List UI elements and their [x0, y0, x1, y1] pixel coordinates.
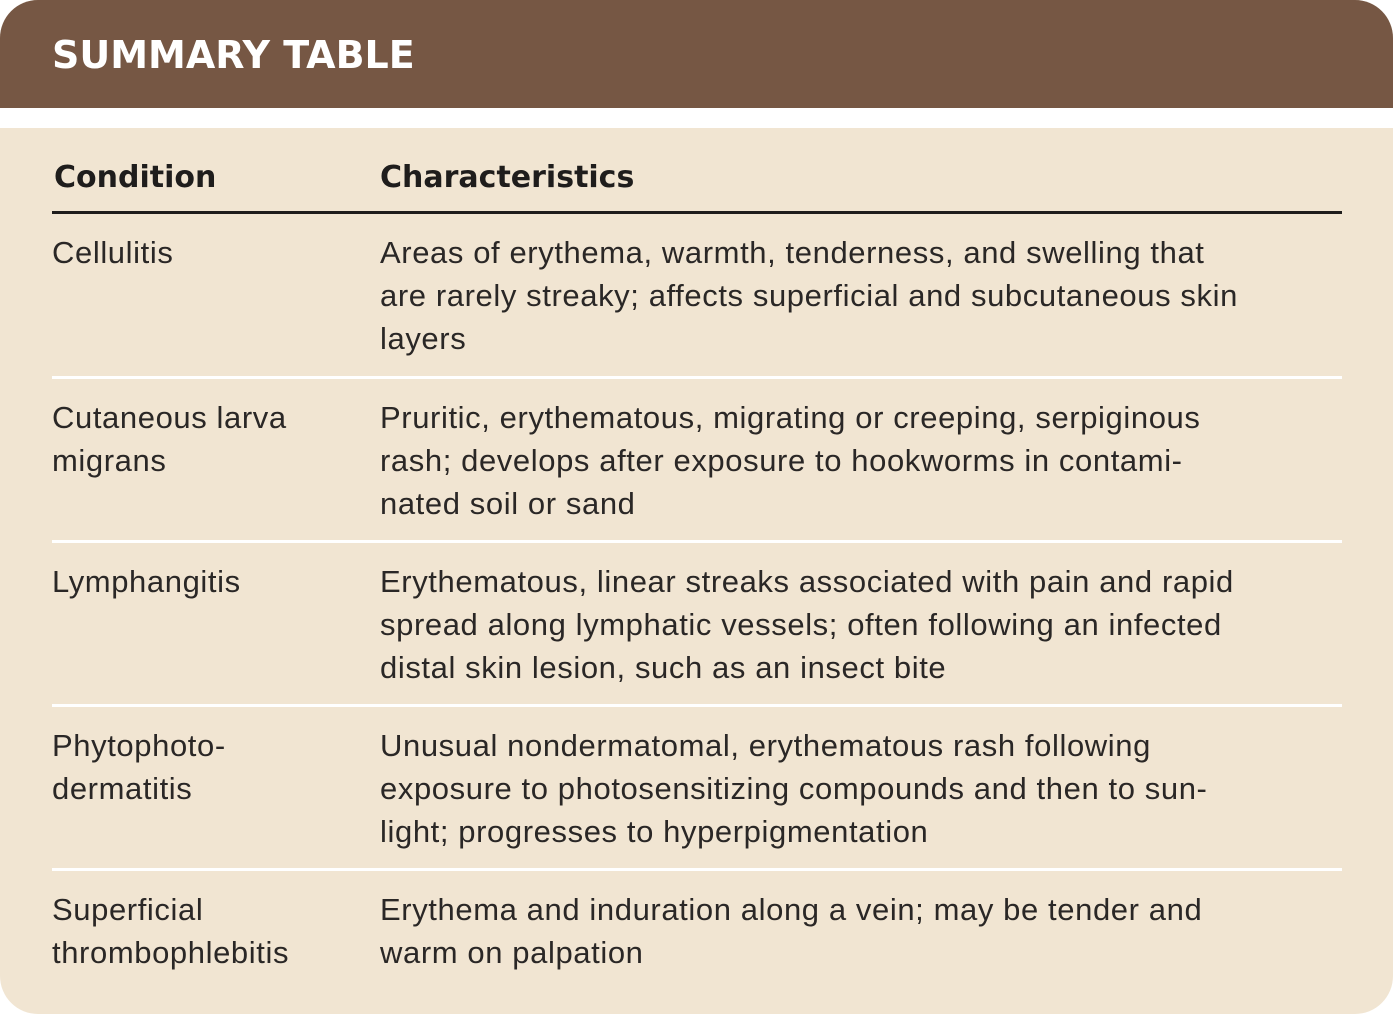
condition-text: Superficial [52, 892, 204, 927]
characteristics-cell [380, 888, 1342, 1001]
column-header-characteristics: Characteristics [380, 160, 635, 195]
summary-table [52, 128, 1342, 1001]
table-row [52, 707, 1342, 871]
table-row [52, 543, 1342, 707]
condition-text: dermatitis [52, 771, 193, 806]
characteristics-cell [380, 724, 1342, 868]
header-divider [0, 108, 1393, 128]
characteristics-text: Areas of erythema, warmth, tenderness, and swelling that [380, 235, 1205, 270]
column-header-condition: Condition [54, 160, 217, 195]
condition-text: Cellulitis [52, 235, 174, 270]
condition-text: Phytophoto- [52, 728, 226, 763]
characteristics-text: Pruritic, erythematous, migrating or creeping, serpiginous [380, 400, 1201, 435]
condition-cell [52, 231, 380, 376]
condition-text: Cutaneous larva [52, 400, 287, 435]
characteristics-text: layers [380, 321, 467, 356]
condition-cell [52, 560, 380, 704]
table-header-row [52, 128, 1342, 214]
characteristics-text: warm on palpation [380, 935, 644, 970]
characteristics-text: rash; develops after exposure to hookworms in contami- [380, 443, 1183, 478]
characteristics-text: Erythematous, linear streaks associated with pain and rapid [380, 564, 1234, 599]
characteristics-text: nated soil or sand [380, 486, 636, 521]
characteristics-text: are rarely streaky; affects superficial and subcutaneous skin [380, 278, 1238, 313]
characteristics-cell [380, 396, 1342, 540]
condition-cell [52, 724, 380, 868]
characteristics-text: light; progresses to hyperpigmentation [380, 814, 929, 849]
characteristics-cell [380, 560, 1342, 704]
header-bar [0, 0, 1393, 108]
condition-text: Lymphangitis [52, 564, 241, 599]
characteristics-text: Unusual nondermatomal, erythematous rash following [380, 728, 1151, 763]
condition-cell [52, 888, 380, 1001]
table-title: SUMMARY TABLE [52, 33, 415, 77]
characteristics-text: distal skin lesion, such as an insect bite [380, 650, 947, 685]
condition-text: migrans [52, 443, 167, 478]
table-row [52, 214, 1342, 379]
condition-cell [52, 396, 380, 540]
characteristics-text: spread along lymphatic vessels; often following an infected [380, 607, 1222, 642]
condition-text: thrombophlebitis [52, 935, 290, 970]
characteristics-cell [380, 231, 1342, 376]
characteristics-text: exposure to photosensitizing compounds and then to sun- [380, 771, 1208, 806]
characteristics-text: Erythema and induration along a vein; may be tender and [380, 892, 1203, 927]
table-row [52, 871, 1342, 1001]
table-row [52, 379, 1342, 543]
